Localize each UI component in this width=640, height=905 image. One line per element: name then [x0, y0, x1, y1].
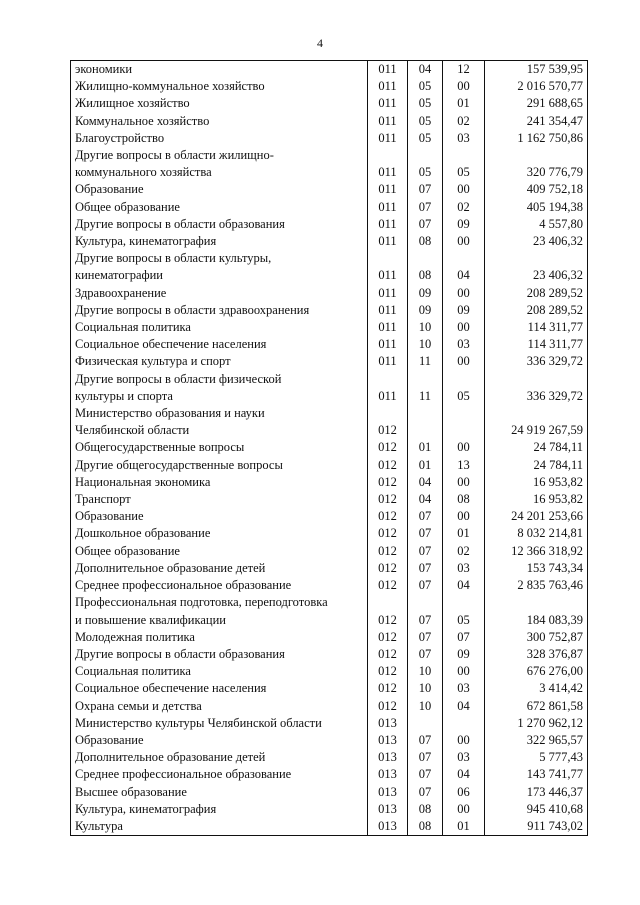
chapter-code-cell: 011: [368, 61, 408, 79]
table-row: [71, 199, 588, 216]
row-name-cell: Другие вопросы в области жилищно- коммунального хозяйства: [71, 147, 368, 181]
subsection-code-cell: 13: [443, 457, 485, 474]
table-row: [71, 353, 588, 370]
subsection-code-cell: 05: [443, 594, 485, 628]
amount-cell: 114 311,77: [485, 319, 588, 336]
amount-cell: 24 784,11: [485, 439, 588, 456]
amount-cell: 184 083,39: [485, 594, 588, 628]
chapter-code-cell: 011: [368, 78, 408, 95]
row-name-cell: Жилищно-коммунальное хозяйство: [71, 78, 368, 95]
row-name-cell: Общее образование: [71, 199, 368, 216]
row-name-cell: Другие вопросы в области образования: [71, 216, 368, 233]
table-row: [71, 78, 588, 95]
chapter-code-cell: 012: [368, 457, 408, 474]
section-code-cell: 07: [408, 732, 443, 749]
subsection-code-cell: [443, 405, 485, 439]
row-name-cell: Культура, кинематография: [71, 233, 368, 250]
table-row: [71, 784, 588, 801]
section-code-cell: 09: [408, 285, 443, 302]
subsection-code-cell: 00: [443, 508, 485, 525]
row-name-cell: Молодежная политика: [71, 629, 368, 646]
table-row: [71, 181, 588, 198]
table-row: [71, 61, 588, 79]
table-row: [71, 663, 588, 680]
amount-cell: 672 861,58: [485, 698, 588, 715]
section-code-cell: 07: [408, 560, 443, 577]
row-name-cell: Общегосударственные вопросы: [71, 439, 368, 456]
subsection-code-cell: 03: [443, 749, 485, 766]
section-code-cell: 05: [408, 78, 443, 95]
table-row: [71, 525, 588, 542]
chapter-code-cell: 012: [368, 491, 408, 508]
amount-cell: 322 965,57: [485, 732, 588, 749]
subsection-code-cell: 00: [443, 474, 485, 491]
section-code-cell: 08: [408, 801, 443, 818]
amount-cell: 336 329,72: [485, 353, 588, 370]
chapter-code-cell: 011: [368, 216, 408, 233]
table-row: [71, 646, 588, 663]
amount-cell: 24 201 253,66: [485, 508, 588, 525]
chapter-code-cell: 011: [368, 181, 408, 198]
row-name-cell: Высшее образование: [71, 784, 368, 801]
row-name-cell: Социальное обеспечение населения: [71, 336, 368, 353]
amount-cell: 208 289,52: [485, 285, 588, 302]
chapter-code-cell: 012: [368, 594, 408, 628]
amount-cell: 5 777,43: [485, 749, 588, 766]
chapter-code-cell: 012: [368, 646, 408, 663]
amount-cell: 16 953,82: [485, 491, 588, 508]
section-code-cell: 07: [408, 508, 443, 525]
amount-cell: 300 752,87: [485, 629, 588, 646]
row-name-cell: Министерство культуры Челябинской области: [71, 715, 368, 732]
subsection-code-cell: 00: [443, 801, 485, 818]
chapter-code-cell: 011: [368, 250, 408, 284]
chapter-code-cell: 012: [368, 680, 408, 697]
table-row: [71, 147, 588, 181]
amount-cell: 320 776,79: [485, 147, 588, 181]
page-number: 4: [317, 36, 323, 50]
table-row: [71, 732, 588, 749]
budget-table-body: [71, 61, 588, 836]
chapter-code-cell: 013: [368, 766, 408, 783]
amount-cell: 12 366 318,92: [485, 543, 588, 560]
row-name-cell: Дополнительное образование детей: [71, 560, 368, 577]
chapter-code-cell: 011: [368, 336, 408, 353]
table-row: [71, 95, 588, 112]
table-row: [71, 216, 588, 233]
section-code-cell: 07: [408, 216, 443, 233]
chapter-code-cell: 011: [368, 130, 408, 147]
amount-cell: 16 953,82: [485, 474, 588, 491]
section-code-cell: 07: [408, 525, 443, 542]
section-code-cell: 04: [408, 491, 443, 508]
section-code-cell: 08: [408, 818, 443, 836]
row-name-cell: Социальное обеспечение населения: [71, 680, 368, 697]
amount-cell: 143 741,77: [485, 766, 588, 783]
amount-cell: 24 784,11: [485, 457, 588, 474]
table-row: [71, 319, 588, 336]
subsection-code-cell: 06: [443, 784, 485, 801]
row-name-cell: Профессиональная подготовка, переподготовка и повышение квалификации: [71, 594, 368, 628]
amount-cell: 208 289,52: [485, 302, 588, 319]
amount-cell: 945 410,68: [485, 801, 588, 818]
amount-cell: 153 743,34: [485, 560, 588, 577]
table-row: [71, 766, 588, 783]
section-code-cell: 08: [408, 233, 443, 250]
chapter-code-cell: 011: [368, 302, 408, 319]
table-row: [71, 629, 588, 646]
section-code-cell: 01: [408, 457, 443, 474]
amount-cell: 336 329,72: [485, 371, 588, 405]
subsection-code-cell: 05: [443, 147, 485, 181]
section-code-cell: 07: [408, 766, 443, 783]
subsection-code-cell: 02: [443, 113, 485, 130]
table-row: [71, 491, 588, 508]
table-row: [71, 577, 588, 594]
amount-cell: 3 414,42: [485, 680, 588, 697]
section-code-cell: 09: [408, 302, 443, 319]
section-code-cell: 05: [408, 95, 443, 112]
amount-cell: 1 162 750,86: [485, 130, 588, 147]
section-code-cell: 07: [408, 629, 443, 646]
chapter-code-cell: 013: [368, 715, 408, 732]
section-code-cell: [408, 405, 443, 439]
subsection-code-cell: 08: [443, 491, 485, 508]
row-name-cell: Среднее профессиональное образование: [71, 577, 368, 594]
amount-cell: 241 354,47: [485, 113, 588, 130]
subsection-code-cell: 00: [443, 181, 485, 198]
section-code-cell: 07: [408, 646, 443, 663]
table-row: [71, 250, 588, 284]
section-code-cell: 01: [408, 439, 443, 456]
chapter-code-cell: 012: [368, 543, 408, 560]
subsection-code-cell: 04: [443, 766, 485, 783]
amount-cell: 911 743,02: [485, 818, 588, 836]
amount-cell: 1 270 962,12: [485, 715, 588, 732]
row-name-cell: Другие вопросы в области образования: [71, 646, 368, 663]
table-row: [71, 818, 588, 836]
amount-cell: 2 016 570,77: [485, 78, 588, 95]
subsection-code-cell: 09: [443, 302, 485, 319]
chapter-code-cell: 011: [368, 371, 408, 405]
section-code-cell: 10: [408, 319, 443, 336]
chapter-code-cell: 012: [368, 405, 408, 439]
row-name-cell: Общее образование: [71, 543, 368, 560]
table-row: [71, 508, 588, 525]
row-name-cell: Национальная экономика: [71, 474, 368, 491]
row-name-cell: Культура: [71, 818, 368, 836]
subsection-code-cell: 09: [443, 216, 485, 233]
amount-cell: 24 919 267,59: [485, 405, 588, 439]
table-row: [71, 113, 588, 130]
section-code-cell: 04: [408, 474, 443, 491]
chapter-code-cell: 011: [368, 199, 408, 216]
section-code-cell: 10: [408, 663, 443, 680]
subsection-code-cell: 03: [443, 680, 485, 697]
table-row: [71, 130, 588, 147]
section-code-cell: 07: [408, 594, 443, 628]
subsection-code-cell: 01: [443, 818, 485, 836]
subsection-code-cell: 00: [443, 233, 485, 250]
row-name-cell: Жилищное хозяйство: [71, 95, 368, 112]
chapter-code-cell: 011: [368, 147, 408, 181]
row-name-cell: Культура, кинематография: [71, 801, 368, 818]
amount-cell: 4 557,80: [485, 216, 588, 233]
subsection-code-cell: 02: [443, 199, 485, 216]
subsection-code-cell: 09: [443, 646, 485, 663]
section-code-cell: 05: [408, 147, 443, 181]
table-row: [71, 543, 588, 560]
budget-table: [70, 60, 588, 836]
row-name-cell: Среднее профессиональное образование: [71, 766, 368, 783]
chapter-code-cell: 011: [368, 233, 408, 250]
table-row: [71, 560, 588, 577]
subsection-code-cell: 00: [443, 353, 485, 370]
section-code-cell: [408, 715, 443, 732]
row-name-cell: Социальная политика: [71, 663, 368, 680]
chapter-code-cell: 012: [368, 474, 408, 491]
section-code-cell: 05: [408, 130, 443, 147]
table-row: [71, 371, 588, 405]
subsection-code-cell: 00: [443, 732, 485, 749]
chapter-code-cell: 013: [368, 818, 408, 836]
amount-cell: 676 276,00: [485, 663, 588, 680]
table-row: [71, 801, 588, 818]
row-name-cell: Другие вопросы в области культуры, кинематографии: [71, 250, 368, 284]
amount-cell: 409 752,18: [485, 181, 588, 198]
amount-cell: 405 194,38: [485, 199, 588, 216]
chapter-code-cell: 012: [368, 698, 408, 715]
chapter-code-cell: 012: [368, 560, 408, 577]
chapter-code-cell: 011: [368, 95, 408, 112]
section-code-cell: 04: [408, 61, 443, 79]
chapter-code-cell: 013: [368, 801, 408, 818]
section-code-cell: 11: [408, 353, 443, 370]
subsection-code-cell: 00: [443, 78, 485, 95]
chapter-code-cell: 011: [368, 319, 408, 336]
section-code-cell: 10: [408, 680, 443, 697]
table-row: [71, 405, 588, 439]
section-code-cell: 07: [408, 784, 443, 801]
section-code-cell: 07: [408, 199, 443, 216]
row-name-cell: Здравоохранение: [71, 285, 368, 302]
section-code-cell: 08: [408, 250, 443, 284]
subsection-code-cell: 01: [443, 525, 485, 542]
row-name-cell: Социальная политика: [71, 319, 368, 336]
section-code-cell: 07: [408, 577, 443, 594]
amount-cell: 328 376,87: [485, 646, 588, 663]
subsection-code-cell: 01: [443, 95, 485, 112]
section-code-cell: 11: [408, 371, 443, 405]
chapter-code-cell: 012: [368, 439, 408, 456]
chapter-code-cell: 012: [368, 525, 408, 542]
row-name-cell: Другие общегосударственные вопросы: [71, 457, 368, 474]
subsection-code-cell: 00: [443, 285, 485, 302]
section-code-cell: 07: [408, 543, 443, 560]
subsection-code-cell: 00: [443, 319, 485, 336]
table-row: [71, 715, 588, 732]
amount-cell: 157 539,95: [485, 61, 588, 79]
chapter-code-cell: 012: [368, 629, 408, 646]
subsection-code-cell: [443, 715, 485, 732]
amount-cell: 173 446,37: [485, 784, 588, 801]
chapter-code-cell: 011: [368, 353, 408, 370]
table-row: [71, 336, 588, 353]
section-code-cell: 07: [408, 181, 443, 198]
amount-cell: 2 835 763,46: [485, 577, 588, 594]
subsection-code-cell: 04: [443, 250, 485, 284]
subsection-code-cell: 04: [443, 698, 485, 715]
row-name-cell: Образование: [71, 181, 368, 198]
chapter-code-cell: 011: [368, 113, 408, 130]
row-name-cell: Образование: [71, 732, 368, 749]
table-row: [71, 680, 588, 697]
subsection-code-cell: 00: [443, 439, 485, 456]
table-row: [71, 457, 588, 474]
table-row: [71, 698, 588, 715]
row-name-cell: Физическая культура и спорт: [71, 353, 368, 370]
row-name-cell: Транспорт: [71, 491, 368, 508]
chapter-code-cell: 013: [368, 732, 408, 749]
row-name-cell: Образование: [71, 508, 368, 525]
row-name-cell: Другие вопросы в области здравоохранения: [71, 302, 368, 319]
row-name-cell: Благоустройство: [71, 130, 368, 147]
table-row: [71, 302, 588, 319]
subsection-code-cell: 03: [443, 336, 485, 353]
row-name-cell: Коммунальное хозяйство: [71, 113, 368, 130]
amount-cell: 23 406,32: [485, 233, 588, 250]
amount-cell: 291 688,65: [485, 95, 588, 112]
subsection-code-cell: 03: [443, 130, 485, 147]
chapter-code-cell: 013: [368, 749, 408, 766]
section-code-cell: 05: [408, 113, 443, 130]
section-code-cell: 07: [408, 749, 443, 766]
chapter-code-cell: 011: [368, 285, 408, 302]
subsection-code-cell: 04: [443, 577, 485, 594]
chapter-code-cell: 012: [368, 663, 408, 680]
amount-cell: 23 406,32: [485, 250, 588, 284]
section-code-cell: 10: [408, 336, 443, 353]
table-row: [71, 594, 588, 628]
table-row: [71, 749, 588, 766]
section-code-cell: 10: [408, 698, 443, 715]
subsection-code-cell: 12: [443, 61, 485, 79]
subsection-code-cell: 07: [443, 629, 485, 646]
subsection-code-cell: 05: [443, 371, 485, 405]
row-name-cell: экономики: [71, 61, 368, 79]
subsection-code-cell: 02: [443, 543, 485, 560]
row-name-cell: Министерство образования и науки Челябинской области: [71, 405, 368, 439]
chapter-code-cell: 013: [368, 784, 408, 801]
chapter-code-cell: 012: [368, 577, 408, 594]
table-row: [71, 233, 588, 250]
subsection-code-cell: 03: [443, 560, 485, 577]
amount-cell: 8 032 214,81: [485, 525, 588, 542]
subsection-code-cell: 00: [443, 663, 485, 680]
table-row: [71, 439, 588, 456]
row-name-cell: Охрана семьи и детства: [71, 698, 368, 715]
table-row: [71, 285, 588, 302]
row-name-cell: Другие вопросы в области физической культуры и спорта: [71, 371, 368, 405]
chapter-code-cell: 012: [368, 508, 408, 525]
row-name-cell: Дошкольное образование: [71, 525, 368, 542]
table-row: [71, 474, 588, 491]
amount-cell: 114 311,77: [485, 336, 588, 353]
row-name-cell: Дополнительное образование детей: [71, 749, 368, 766]
